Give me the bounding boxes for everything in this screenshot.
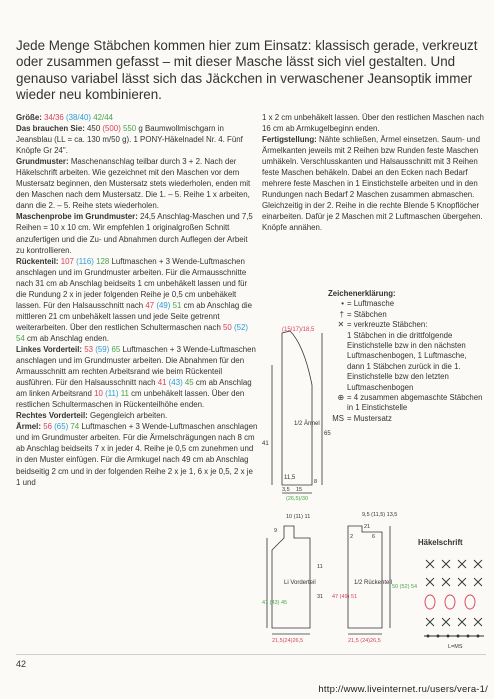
legend-text: 1 Stäbchen in die drittfolgende Einstichstelle bzw in den nächsten Luftmaschenbogen, 1 Luftmasche, dann 1 Stäbchen zurück in die 1. Einstichstelle bzw den letzten Luftmaschenbogen <box>347 330 467 392</box>
text-run: 54 <box>16 333 27 343</box>
text-run: (49) <box>156 300 173 310</box>
text-run: 450 <box>87 124 103 134</box>
left_column-paragraph <box>16 112 258 123</box>
text-run: 53 <box>84 344 96 354</box>
left_column-paragraph <box>16 344 258 410</box>
text-run: 128 <box>96 256 112 266</box>
section-heading: Linkes Vorderteil: <box>16 344 85 354</box>
left_column-paragraph <box>16 123 258 156</box>
right_column-paragraph <box>262 112 488 134</box>
legend-symbol-icon: • <box>341 299 344 309</box>
chart-row-5 <box>426 560 482 568</box>
text-run: 74 <box>70 422 82 432</box>
legend-item <box>328 320 486 330</box>
text-run: 11 <box>120 389 132 399</box>
text-run: 45 <box>184 378 196 388</box>
text-run: 50 <box>223 322 235 332</box>
text-run: 550 <box>123 124 139 134</box>
front-left-dim: 41 (43) 45 <box>262 600 288 606</box>
legend-items <box>328 299 486 424</box>
text-run: (52) <box>234 322 249 332</box>
instructions-left-column <box>16 112 258 488</box>
legend-item <box>328 299 486 309</box>
text-run: (65) <box>54 422 71 432</box>
legend-text: = Luftmasche <box>347 299 395 309</box>
chart-foot: L=MS <box>448 644 463 650</box>
text-run: cm ab Anschlag die mittleren 21 cm unbehäkelt lassen und jede Seite getrennt weiterarbeiten. Über den restlichen Schultermaschen nach <box>16 300 253 332</box>
sleeve-schematic <box>262 325 334 500</box>
text-run: (59) <box>95 344 112 354</box>
front-bottom-dim: 21,5(24)26,5 <box>272 638 304 644</box>
sleeve-height-left: 41 <box>262 441 269 447</box>
footer-divider <box>16 654 486 655</box>
text-run: (43) <box>168 378 185 388</box>
sleeve-height-right: 65 <box>324 431 331 437</box>
text-run: Maschenanschlag teilbar durch 3 + 2. Nach der Häkelschrift arbeiten. Wie gezeichnet mit den Maschen vor dem Mustersatz beginnen, den Mustersatz stets wiederholen, enden mit den Maschen nach dem Mustersatz. Die 1. – 5. Reihe 1 x arbeiten, dann die 2. – 5. Reihe stets wiederholen. <box>16 157 251 211</box>
legend-text: = Mustersatz <box>347 413 392 423</box>
legend-symbol-icon: † <box>339 309 344 319</box>
text-run: 47 <box>145 300 157 310</box>
front-top-dim: 10 (11) 11 <box>286 514 311 520</box>
text-run: 41 <box>157 378 169 388</box>
sleeve-b2: 15 <box>296 487 303 493</box>
sleeve-small: 8 <box>314 479 318 485</box>
text-run: 56 <box>43 422 55 432</box>
chart-row-4 <box>426 578 482 586</box>
legend-item <box>328 331 486 393</box>
text-run: Luftmaschen + 3 Wende-Luftmaschen anschlagen und im Grundmuster arbeiten. Die Abnahmen für den Armausschnitt am rechten Arbeitsrand wie beim Rückenteil ausführen. Für den Halsausschnitt nach <box>16 344 256 388</box>
legend-symbol-icon: MS <box>332 413 344 423</box>
text-run: Gegengleich arbeiten. <box>89 411 168 421</box>
text-run: Luftmaschen + 3 Wende-Luftmaschen anschlagen und im Grundmuster arbeiten. Für die Ärmelschrägungen nach 8 cm ab Anschlag beidseits 7 x in jeder 4. Reihe je 0,5 cm zunehmen und in den Muster einfügen. Für die Armkugel nach 49 cm ab Anschlag beidseitig 2 cm und in der folgenden Reihe 2 x je 1, 6 x je 0,5, 2 x je 1 und <box>16 422 258 487</box>
legend-item <box>328 414 486 424</box>
text-run: 1 x 2 cm unbehäkelt lassen. Über den restlichen Maschen nach 16 cm ab Armkugelbeginn enden. <box>262 113 484 134</box>
chart-row-3 <box>425 595 475 609</box>
back-top-mid: 21 <box>364 524 371 530</box>
watermark-url: http://www.liveinternet.ru/users/vera-1/ <box>318 684 488 695</box>
legend-symbol-icon: ✕ <box>337 320 344 330</box>
front-small-dim: 9 <box>274 528 278 534</box>
section-heading: Maschenprobe im Grundmuster: <box>16 212 141 222</box>
section-heading: Fertigstellung: <box>262 135 319 145</box>
chart-title: Häkelschrift <box>418 538 463 547</box>
back-bottom-dim: 21,5 (24)26,5 <box>348 638 381 644</box>
left_column-paragraph <box>16 211 258 255</box>
chart-row-2 <box>426 618 482 626</box>
front-right-dim: 31 <box>317 594 324 600</box>
section-heading: Grundmuster: <box>16 157 71 167</box>
text-run: Nähte schließen, Ärmel einsetzen. Saum- und Ärmelkanten jeweils mit 2 Reihen bzw Runden feste Maschen umhäkeln. Verschlusskanten und Halsausschnitt mit 3 Reihen feste Maschen behäkeln. Dabei an den Ecken nach Bedarf mehrere feste Maschen in 1 Einstichstelle arbeiten und in den Rundungen nach Bedarf 2 Maschen zusammen abmaschen. Gleichzeitig in der 2. Reihe in die rechte Blende 5 Knopflöcher einarbeiten. Dafür je 2 Maschen mit 2 Luftmaschen übergehen. Knöpfe annähen. <box>262 135 483 233</box>
back-b2: 6 <box>372 534 376 540</box>
page-number: 42 <box>16 659 27 669</box>
text-run: cm unbehäkelt lassen. Über den restlichen Schultermaschen in Rückenteilhöhe enden. <box>16 389 245 410</box>
text-run: (38/40) <box>66 113 94 122</box>
crochet-chart <box>420 552 488 652</box>
text-run: 107 <box>60 256 77 266</box>
intro-text: Jede Menge Stäbchen kommen hier zum Einsatz: klassisch gerade, verkreuzt oder zusammen gefasst – mit dieser Masche lässt sich viel gestalten. Und genauso variabel lässt sich das Jäckchen in verwaschener Jeansoptik immer wieder neu kombinieren. <box>16 38 478 102</box>
sleeve-label: 1/2 Ärmel <box>294 421 320 427</box>
text-run: cm ab Anschlag am linken Arbeitsrand <box>16 378 252 399</box>
sleeve-b3: (26,5)/30 <box>286 496 309 502</box>
text-run: g Baumwollmischgarn in Jeansblau (LL = ca. 130 m/50 g). 1 PONY-Häkelnadel Nr. 4. Fünf Knöpfe Gr 24". <box>16 124 243 156</box>
text-run: 51 <box>172 300 184 310</box>
back-label: 1/2 Rückenteil <box>354 580 393 586</box>
sleeve-bottom-dim: 11,5 <box>284 475 296 481</box>
text-run: 42/44 <box>93 113 113 122</box>
legend-text: = 4 zusammen abgemaschte Stäbchen in 1 Einstichstelle <box>347 393 483 413</box>
left_column-paragraph <box>16 410 258 421</box>
text-run: 24,5 Anschlag-Maschen und 7,5 Reihen = 10 x 10 cm. Wir empfehlen 1 originalgroßen Schnitt anzufertigen und die Zu- und Abnahmen durch Auflegen der Arbeit zu kontrollieren. <box>16 212 253 255</box>
sleeve-top-dim: (15/17)/18,5 <box>282 327 315 333</box>
text-run: 10 <box>94 389 106 399</box>
legend-text: = verkreuzte Stäbchen: <box>347 320 428 330</box>
text-run: (11) <box>105 389 121 399</box>
text-run: 34/36 <box>44 113 67 122</box>
chart-row-1 <box>424 635 484 637</box>
text-run: 65 <box>111 344 123 354</box>
text-run: (500) <box>102 124 124 134</box>
text-run: cm ab Anschlag enden. <box>26 333 110 343</box>
front-side-dim: 11 <box>317 564 323 570</box>
left_column-paragraph <box>16 256 258 344</box>
left_column-paragraph <box>16 421 258 487</box>
legend-symbol-icon: ⊕ <box>337 393 344 403</box>
left_column-paragraph <box>16 156 258 211</box>
legend-item <box>328 393 486 414</box>
legend <box>328 289 486 424</box>
back-left-dim: 47 (49) 51 <box>332 594 358 600</box>
front-schematic <box>262 508 330 643</box>
legend-text: = Stäbchen <box>347 309 387 319</box>
front-label: Li Vorderteil <box>284 580 316 586</box>
back-side-dim: 50 (52) 54 <box>392 584 418 590</box>
section-heading: Ärmel: <box>16 422 44 432</box>
section-heading: Rechtes Vorderteil: <box>16 411 90 421</box>
sleeve-b1: 3,5 <box>282 487 290 493</box>
legend-title: Zeichenerklärung: <box>328 289 396 298</box>
back-b1: 2 <box>350 534 354 540</box>
section-heading: Das brauchen Sie: <box>16 124 88 134</box>
back-top-dim: 9,5 (11,5) 13,5 <box>362 512 398 518</box>
instructions-right-column <box>262 112 488 234</box>
right_column-paragraph <box>262 134 488 233</box>
text-run: Luftmaschen + 3 Wende-Luftmaschen anschlagen und im Grundmuster arbeiten. Für die Armausschnitte nach 31 cm ab Anschlag beidseits 1 cm unbehäkelt lassen und für die Rundung 2 x in jeder folgenden Reihe je 0,5 cm unbehäkelt lassen. Für den Halsausschnitt nach <box>16 256 248 310</box>
text-run: (116) <box>76 256 97 266</box>
back-schematic <box>332 508 418 644</box>
legend-item <box>328 310 486 320</box>
section-heading: Rückenteil: <box>16 256 61 266</box>
section-heading: Größe: <box>16 113 45 122</box>
